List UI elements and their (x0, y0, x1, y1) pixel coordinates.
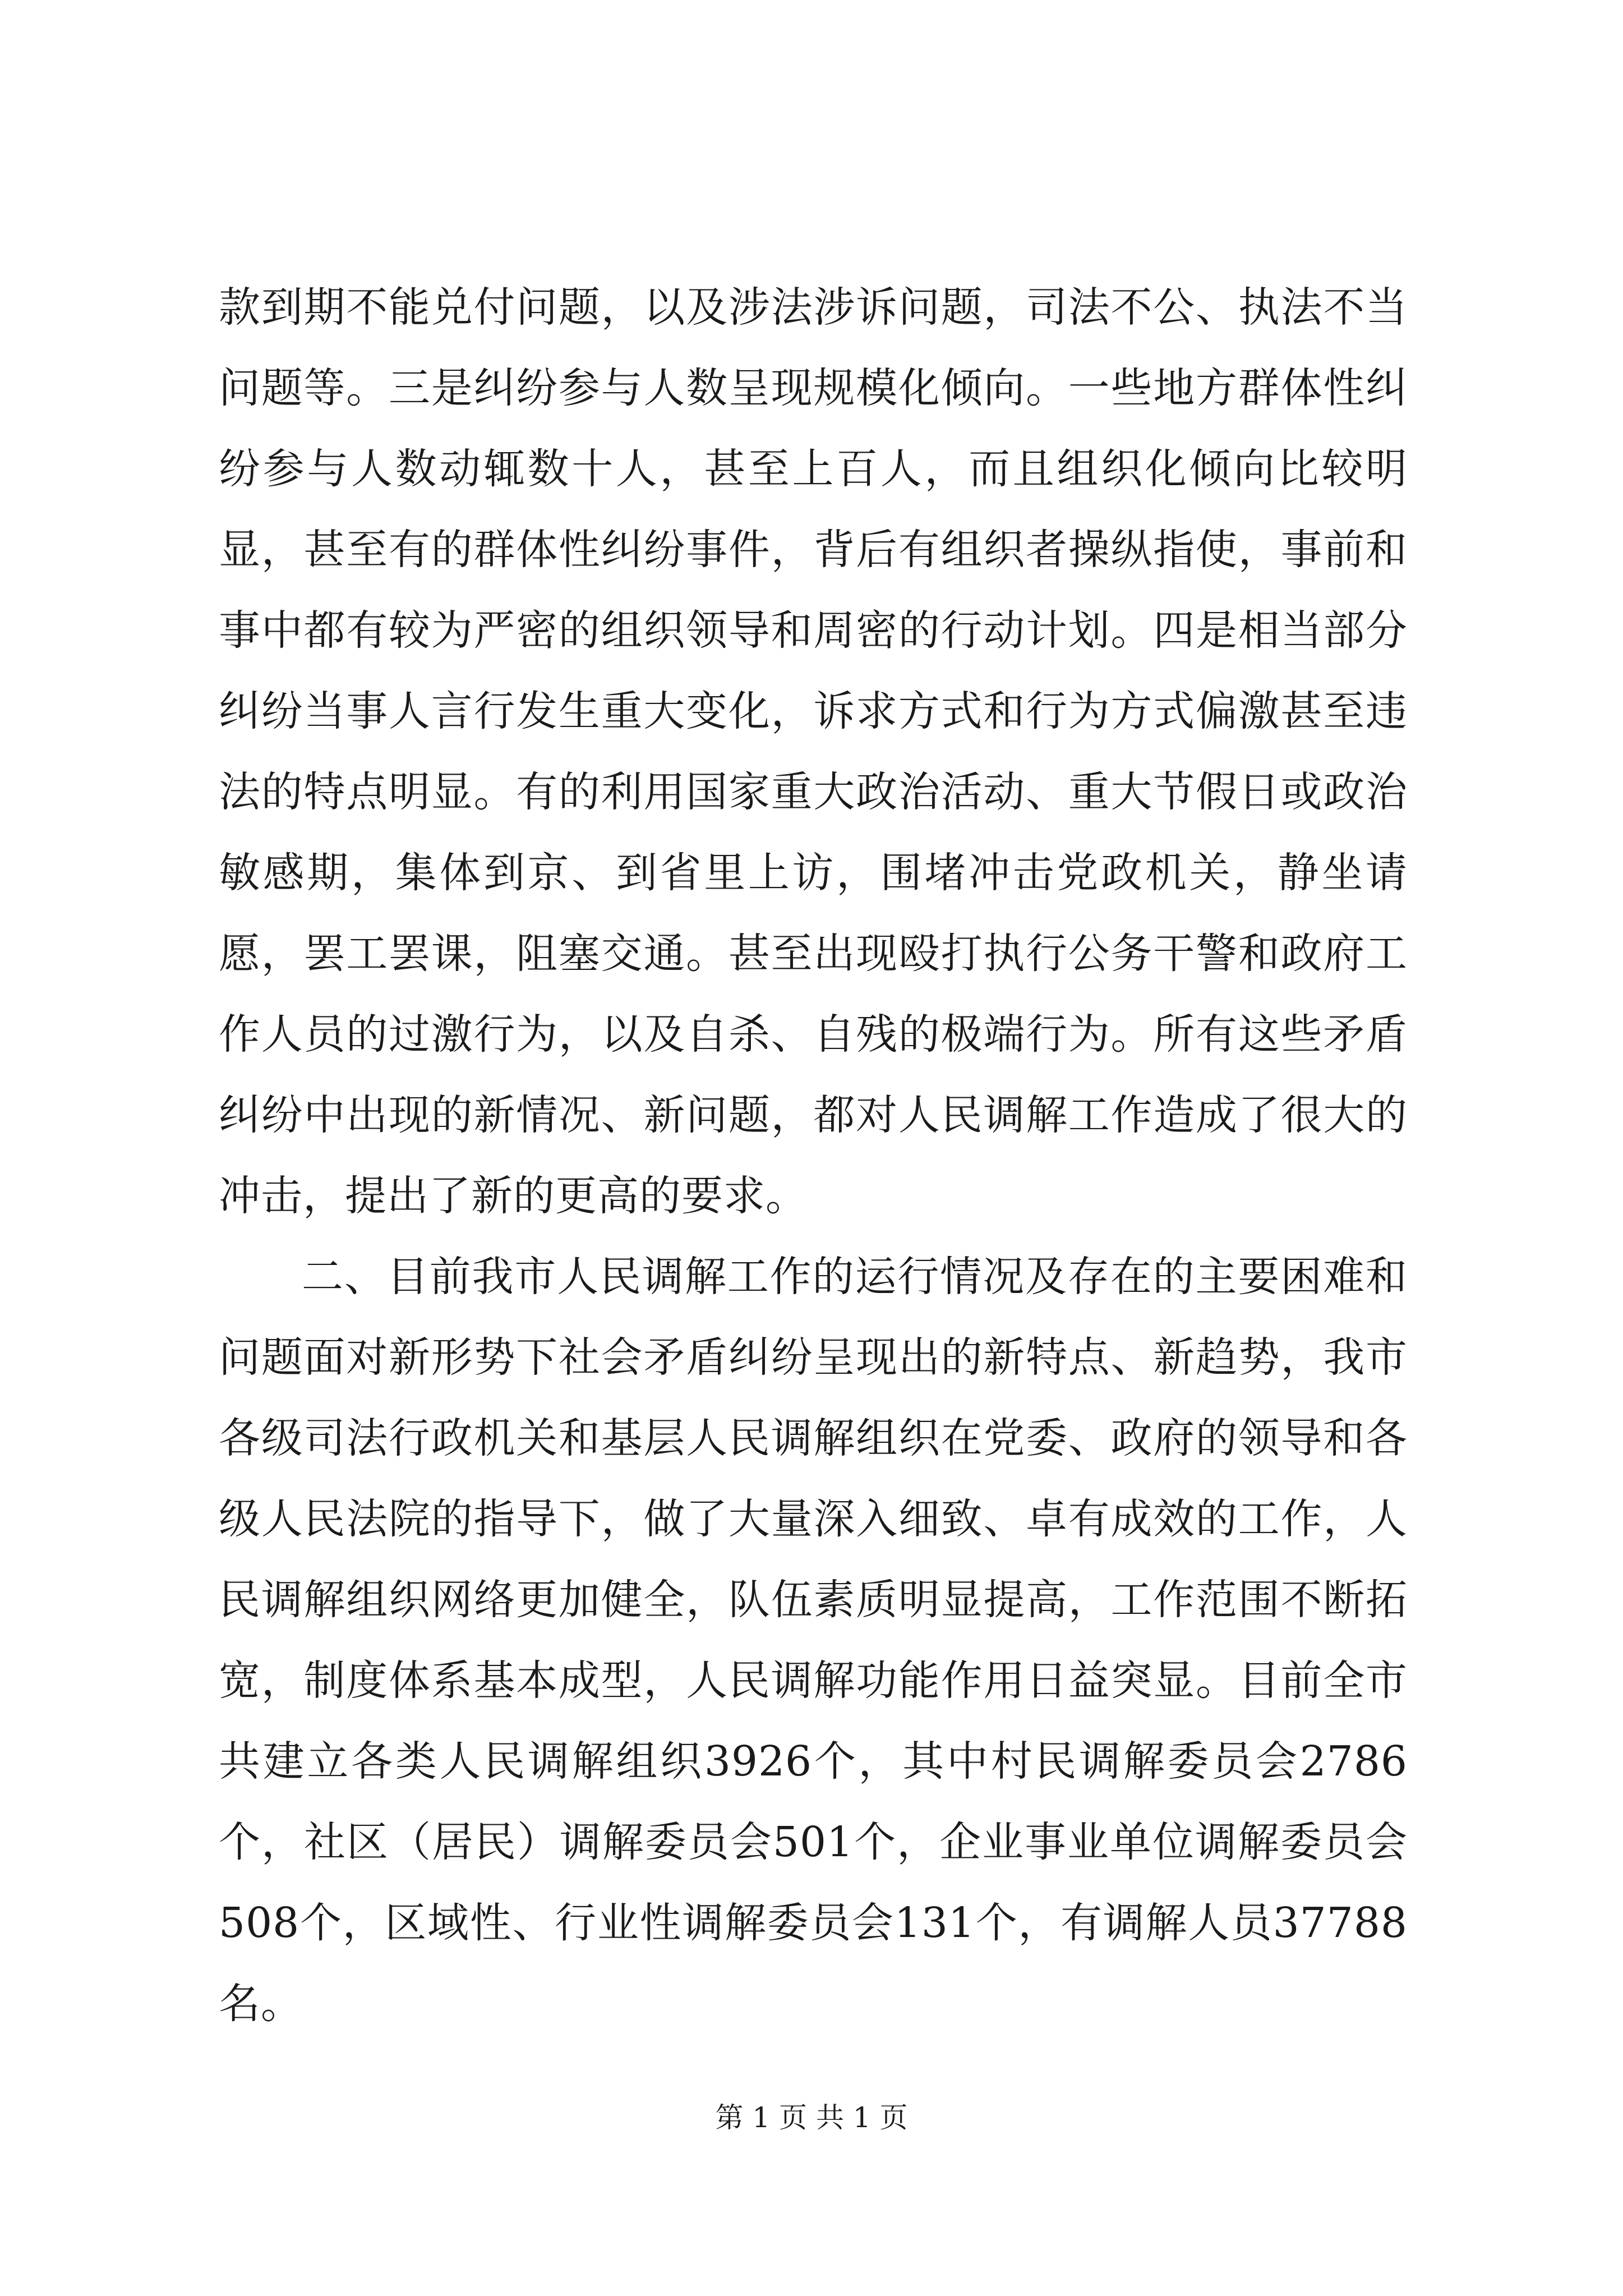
paragraph-1: 款到期不能兑付问题，以及涉法涉诉问题，司法不公、执法不当问题等。三是纠纷参与人数呈现规模化倾向。一些地方群体性纠纷参与人数动辄数十人，甚至上百人，而且组织化倾向比较明显，甚至有的群体性纠纷事件，背后有组织者操纵指使，事前和事中都有较为严密的组织领导和周密的行动计划。四是相当部分纠纷当事人言行发生重大变化，诉求方式和行为方式偏激甚至违法的特点明显。有的利用国家重大政治活动、重大节假日或政治敏感期，集体到京、到省里上访，围堵冲击党政机关，静坐请愿，罢工罢课，阻塞交通。甚至出现殴打执行公务干警和政府工作人员的过激行为，以及自杀、自残的极端行为。所有这些矛盾纠纷中出现的新情况、新问题，都对人民调解工作造成了很大的冲击，提出了新的更高的要求。 (219, 283, 1408, 1220)
page-footer: 第 1 页 共 1 页 (715, 2101, 908, 2134)
document-body (219, 267, 1408, 2044)
paragraph-2: 二、目前我市人民调解工作的运行情况及存在的主要困难和问题面对新形势下社会矛盾纠纷呈现出的新特点、新趋势，我市各级司法行政机关和基层人民调解组织在党委、政府的领导和各级人民法院的指导下，做了大量深入细致、卓有成效的工作，人民调解组织网络更加健全，队伍素质明显提高，工作范围不断拓宽，制度体系基本成型，人民调解功能作用日益突显。目前全市共建立各类人民调解组织3926个，其中村民调解委员会2786个，社区（居民）调解委员会501个，企业事业单位调解委员会508个，区域性、行业性调解委员会131个，有调解人员37788名。 (219, 1253, 1408, 2028)
